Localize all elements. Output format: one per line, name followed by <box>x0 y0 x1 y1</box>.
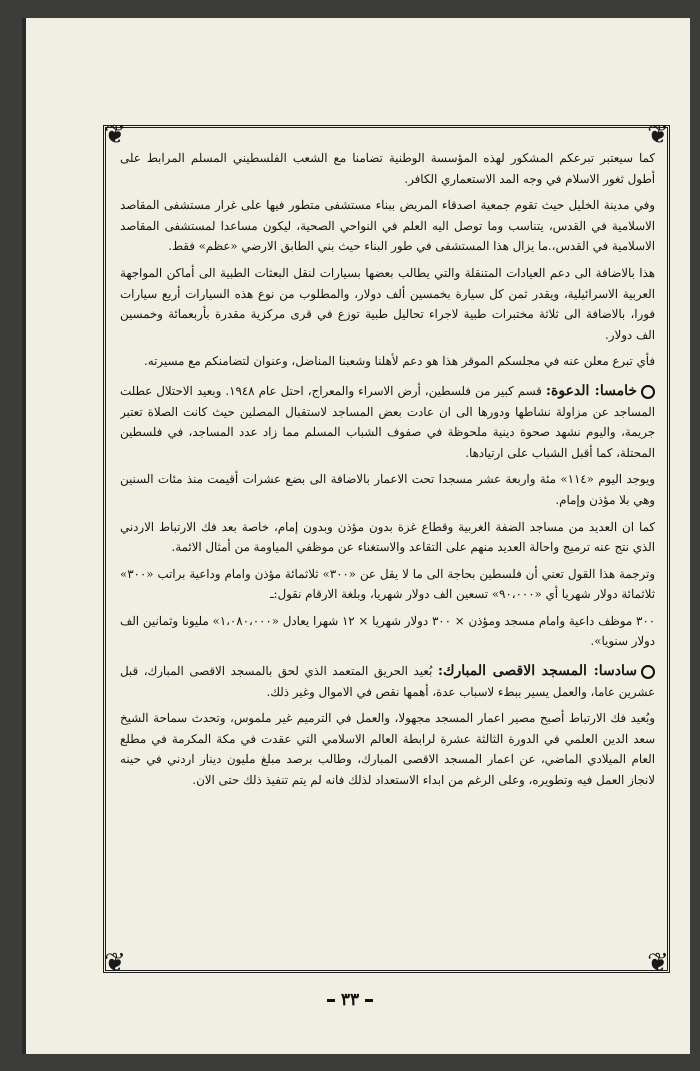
section-5-paragraph <box>120 381 655 463</box>
paragraph: ويوجد اليوم «١١٤» مئة واربعة عشر مسجدا تحت الاعمار بالاضافة الى بضع عشرات أقيمت منذ مئات السنين وهي بلا مؤذن وإمام. <box>120 472 655 507</box>
paragraph: وترجمة هذا القول تعني أن فلسطين بحاجة الى ما لا يقل عن «٣٠٠» ثلاثمائة مؤذن وامام وداعية براتب «٣٠٠» ثلاثمائة دولار شهريا أي «٩٠،٠٠٠» تسعين الف دولار شهريا، وبلغة الارقام نقول:ـ <box>120 566 655 602</box>
paragraph: فأي تبرع معلن عنه في مجلسكم الموقر هذا هو دعم لأهلنا وشعبنا المناضل، وعنوان لتضامنكم مع مسيرته. <box>144 354 655 369</box>
paragraph: كما سيعتبر تبرعكم المشكور لهذه المؤسسة الوطنية تضامنا مع الشعب الفلسطيني المسلم المرابط على أطول ثغور الاسلام في وجه المد الاستعماري الكافر. <box>120 151 655 186</box>
page-edge <box>22 18 26 1054</box>
section-6-heading: سادسا: المسجد الاقصى المبارك: <box>437 663 637 680</box>
corner-ornament-icon: ❦ <box>104 948 126 978</box>
section-6-text: بُعيد الحريق المتعمد الذي لحق بالمسجد الاقصى المبارك، قبل عشرين عاما، والعمل يسير ببطء لاسباب عدة، أهمها نقص في الاموال وغير ذلك. <box>120 664 655 699</box>
dash-decoration <box>365 999 373 1002</box>
corner-ornament-icon: ❦ <box>647 948 669 978</box>
section-6-paragraph <box>120 661 655 702</box>
section-5-text: قسم كبير من فلسطين، أرض الاسراء والمعراج، احتل عام ١٩٤٨. وبعيد الاحتلال عطلت المساجد عن مزاولة نشاطها ودورها الى ان عادت بعض المساجد لاستقبال المصلين حيث كانت الصلاة تعتبر جريمة، واليوم نشهد صحوة دينية ملحوظة في صفوف الشباب المسلم مما زاد عدد المساجد، في فلسطين المحتلة، كما أقبل الشباب على ارتيادها. <box>120 383 655 460</box>
circle-bullet-icon <box>641 385 655 399</box>
paragraph: كما ان العديد من مساجد الضفة الغربية وقطاع غزة بدون مؤذن وبدون إمام، خاصة بعد فك الارتباط الاردني الذي نتج عنه ترميج واحالة العديد منهم على التقاعد والاستغناء عن موظفي المياومة من أمثال الائمة. <box>120 519 655 555</box>
page-number-value: ٣٣ <box>340 990 360 1010</box>
paragraph: ٣٠٠ موظف داعية وامام مسجد ومؤذن × ٣٠٠ دولار شهريا × ١٢ شهرا يعادل «١،٠٨٠،٠٠٠» مليونا وثمانين الف دولار سنويا». <box>120 613 655 649</box>
corner-ornament-icon: ❦ <box>647 120 669 150</box>
paragraph: هذا بالاضافة الى دعم العيادات المتنقلة والتي يطالب بعضها بسيارات لنقل البعثات الطبية الى أماكن المواجهة العربية الاسرائيلية، ويقدر ثمن كل سيارة بخمسين ألف دولار، والمطلوب من نوع هذه السيارات أربع سيارات فورا، بالاضافة الى ثلاثة مختبرات طبية لاجراء تحاليل طبية توزع في قرى مركزية مقدرة بأربعمائة وخمسين الف دولار. <box>120 265 655 342</box>
paragraph: وبُعيد فك الارتباط أصبح مصير اعمار المسجد مجهولا، والعمل في الترميم غير ملموس، وتحدث سماحة الشيخ سعد الدين العلمي في الدورة الثالثة عشرة لرابطة العالم الاسلامي التي عقدت في مكة المكرمة في مطلع العام الميلادي الماضي، عن اعمار المسجد الاقصى المبارك، وطالب برصد مبلغ مليون دينار اردني في حينه لانجاز العمل فيه وتطويره، وعلى الرغم من ابداء الاستعداد لذلك فانه لم يتم تنفيذ ذلك حتى الان. <box>120 711 655 788</box>
page-number <box>0 990 700 1010</box>
dash-decoration <box>327 999 335 1002</box>
circle-bullet-icon <box>641 665 655 679</box>
section-5-heading: خامسا: الدعوة: <box>545 382 637 399</box>
paragraph: وفي مدينة الخليل حيث تقوم جمعية اصدقاء المريض ببناء مستشفى متطور فيها على غرار مستشفى المقاصد الاسلامية في القدس، يتناسب وما توصل اليه العلم في النواحي الصحية، ليكون مساعدا لمستشفى المقاصد الاسلامية في القدس،.ما يزال هذا المستشفى في طور البناء حيث بني الطابق الارضي «عظم» فقط. <box>120 198 655 254</box>
article-body <box>120 148 655 958</box>
corner-ornament-icon: ❦ <box>104 120 126 150</box>
